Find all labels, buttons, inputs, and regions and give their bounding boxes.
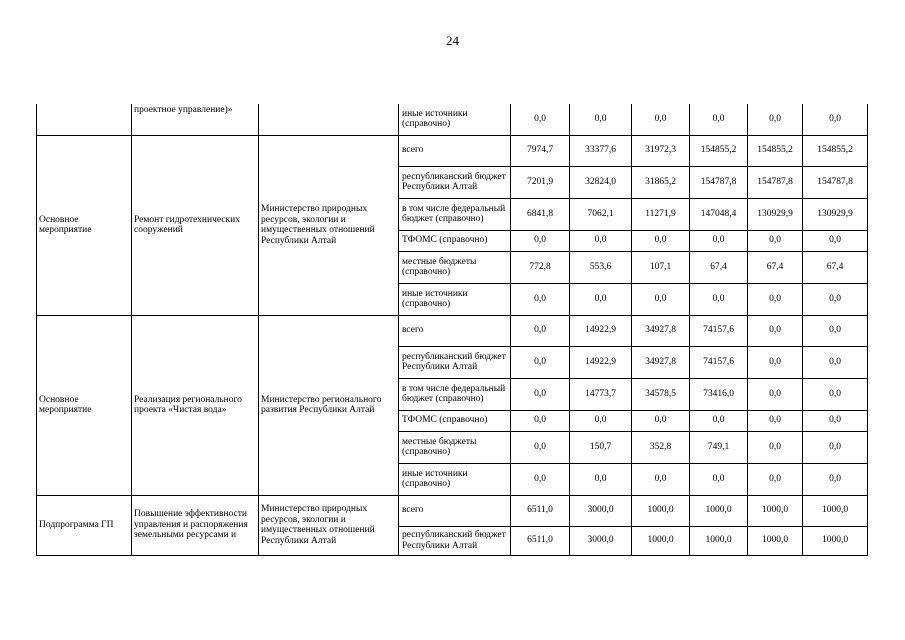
value-cell: 0,0 [511,104,570,135]
funding-table [36,104,868,556]
value-cell: 0,0 [748,230,803,251]
funding-source-cell: республиканский бюджет Республики Алтай [399,346,511,378]
value-cell: 31972,3 [632,135,690,166]
value-cell: 352,8 [632,431,690,463]
page-number: 24 [446,33,459,48]
row-name-cell: Основное мероприятие [37,135,132,315]
value-cell: 0,0 [748,463,803,495]
value-cell: 0,0 [511,283,570,315]
value-cell: 0,0 [632,230,690,251]
value-cell: 553,6 [570,251,632,283]
value-cell: 0,0 [690,230,748,251]
value-cell: 11271,9 [632,198,690,230]
table-row [37,495,868,526]
value-cell: 0,0 [748,378,803,410]
funding-source-cell: иные источники (справочно) [399,104,511,135]
value-cell: 67,4 [803,251,868,283]
value-cell: 74157,6 [690,346,748,378]
value-cell: 150,7 [570,431,632,463]
value-cell: 1000,0 [690,495,748,526]
funding-source-cell: в том числе федеральный бюджет (справочно) [399,378,511,410]
value-cell: 73416,0 [690,378,748,410]
value-cell: 0,0 [511,230,570,251]
value-cell: 154855,2 [748,135,803,166]
funding-source-cell: всего [399,315,511,346]
value-cell: 31865,2 [632,166,690,198]
value-cell: 0,0 [748,283,803,315]
value-cell: 67,4 [690,251,748,283]
value-cell: 0,0 [748,410,803,431]
value-cell: 14922,9 [570,346,632,378]
value-cell: 1000,0 [632,495,690,526]
funding-source-cell: иные источники (справочно) [399,463,511,495]
value-cell: 3000,0 [570,526,632,555]
funding-source-cell: республиканский бюджет Республики Алтай [399,526,511,555]
value-cell: 0,0 [748,346,803,378]
value-cell: 7974,7 [511,135,570,166]
value-cell: 0,0 [803,283,868,315]
value-cell: 154855,2 [803,135,868,166]
funding-source-cell: ТФОМС (справочно) [399,410,511,431]
value-cell: 0,0 [511,463,570,495]
value-cell: 0,0 [803,378,868,410]
value-cell: 7062,1 [570,198,632,230]
funding-source-cell: иные источники (справочно) [399,283,511,315]
value-cell: 1000,0 [748,526,803,555]
value-cell: 0,0 [632,283,690,315]
row-executor-cell [259,104,399,135]
value-cell: 0,0 [690,283,748,315]
value-cell: 0,0 [690,410,748,431]
value-cell: 154787,8 [690,166,748,198]
value-cell: 0,0 [570,410,632,431]
row-description-cell: Реализация регионального проекта «Чистая вода» [132,315,259,495]
value-cell: 0,0 [570,283,632,315]
row-executor-cell: Министерство природных ресурсов, экологии и имущественных отношений Республики Алтай [259,135,399,315]
value-cell: 33377,6 [570,135,632,166]
value-cell: 67,4 [748,251,803,283]
value-cell: 0,0 [803,410,868,431]
value-cell: 0,0 [748,431,803,463]
row-description-cell: Ремонт гидротехнических сооружений [132,135,259,315]
value-cell: 6511,0 [511,526,570,555]
funding-source-cell: республиканский бюджет Республики Алтай [399,166,511,198]
value-cell: 6511,0 [511,495,570,526]
value-cell: 154787,8 [803,166,868,198]
value-cell: 0,0 [803,315,868,346]
value-cell: 0,0 [803,230,868,251]
value-cell: 6841,8 [511,198,570,230]
value-cell: 14922,9 [570,315,632,346]
value-cell: 0,0 [803,104,868,135]
table-row [37,104,868,135]
value-cell: 0,0 [632,463,690,495]
funding-source-cell: ТФОМС (справочно) [399,230,511,251]
row-name-cell: Основное мероприятие [37,315,132,495]
value-cell: 0,0 [570,463,632,495]
value-cell: 0,0 [511,431,570,463]
value-cell: 749,1 [690,431,748,463]
value-cell: 0,0 [511,346,570,378]
row-name-cell: Подпрограмма ГП [37,495,132,555]
value-cell: 130929,9 [748,198,803,230]
value-cell: 32824,0 [570,166,632,198]
row-description-cell: проектное управление)» [132,104,259,135]
value-cell: 154787,8 [748,166,803,198]
funding-source-cell: местные бюджеты (справочно) [399,431,511,463]
value-cell: 0,0 [748,315,803,346]
value-cell: 0,0 [748,104,803,135]
funding-source-cell: всего [399,135,511,166]
value-cell: 0,0 [690,104,748,135]
value-cell: 147048,4 [690,198,748,230]
value-cell: 0,0 [511,315,570,346]
value-cell: 772,8 [511,251,570,283]
value-cell: 0,0 [570,230,632,251]
value-cell: 1000,0 [803,495,868,526]
value-cell: 0,0 [803,346,868,378]
value-cell: 154855,2 [690,135,748,166]
value-cell: 1000,0 [632,526,690,555]
value-cell: 1000,0 [748,495,803,526]
row-executor-cell: Министерство природных ресурсов, экологии и имущественных отношений Республики Алтай [259,495,399,555]
value-cell: 7201,9 [511,166,570,198]
value-cell: 34927,8 [632,315,690,346]
funding-source-cell: местные бюджеты (справочно) [399,251,511,283]
value-cell: 0,0 [803,463,868,495]
value-cell: 0,0 [632,104,690,135]
table-row [37,315,868,346]
row-description-cell: Повышение эффективности управления и распоряжения земельными ресурсами и [132,495,259,555]
value-cell: 1000,0 [803,526,868,555]
value-cell: 3000,0 [570,495,632,526]
value-cell: 0,0 [511,378,570,410]
value-cell: 14773,7 [570,378,632,410]
value-cell: 1000,0 [690,526,748,555]
value-cell: 0,0 [570,104,632,135]
table-row [37,135,868,166]
row-name-cell [37,104,132,135]
value-cell: 130929,9 [803,198,868,230]
funding-source-cell: в том числе федеральный бюджет (справочно) [399,198,511,230]
value-cell: 0,0 [511,410,570,431]
row-executor-cell: Министерство регионального развития Республики Алтай [259,315,399,495]
value-cell: 34927,8 [632,346,690,378]
value-cell: 74157,6 [690,315,748,346]
value-cell: 0,0 [803,431,868,463]
funding-source-cell: всего [399,495,511,526]
value-cell: 0,0 [690,463,748,495]
value-cell: 34578,5 [632,378,690,410]
value-cell: 0,0 [632,410,690,431]
value-cell: 107,1 [632,251,690,283]
